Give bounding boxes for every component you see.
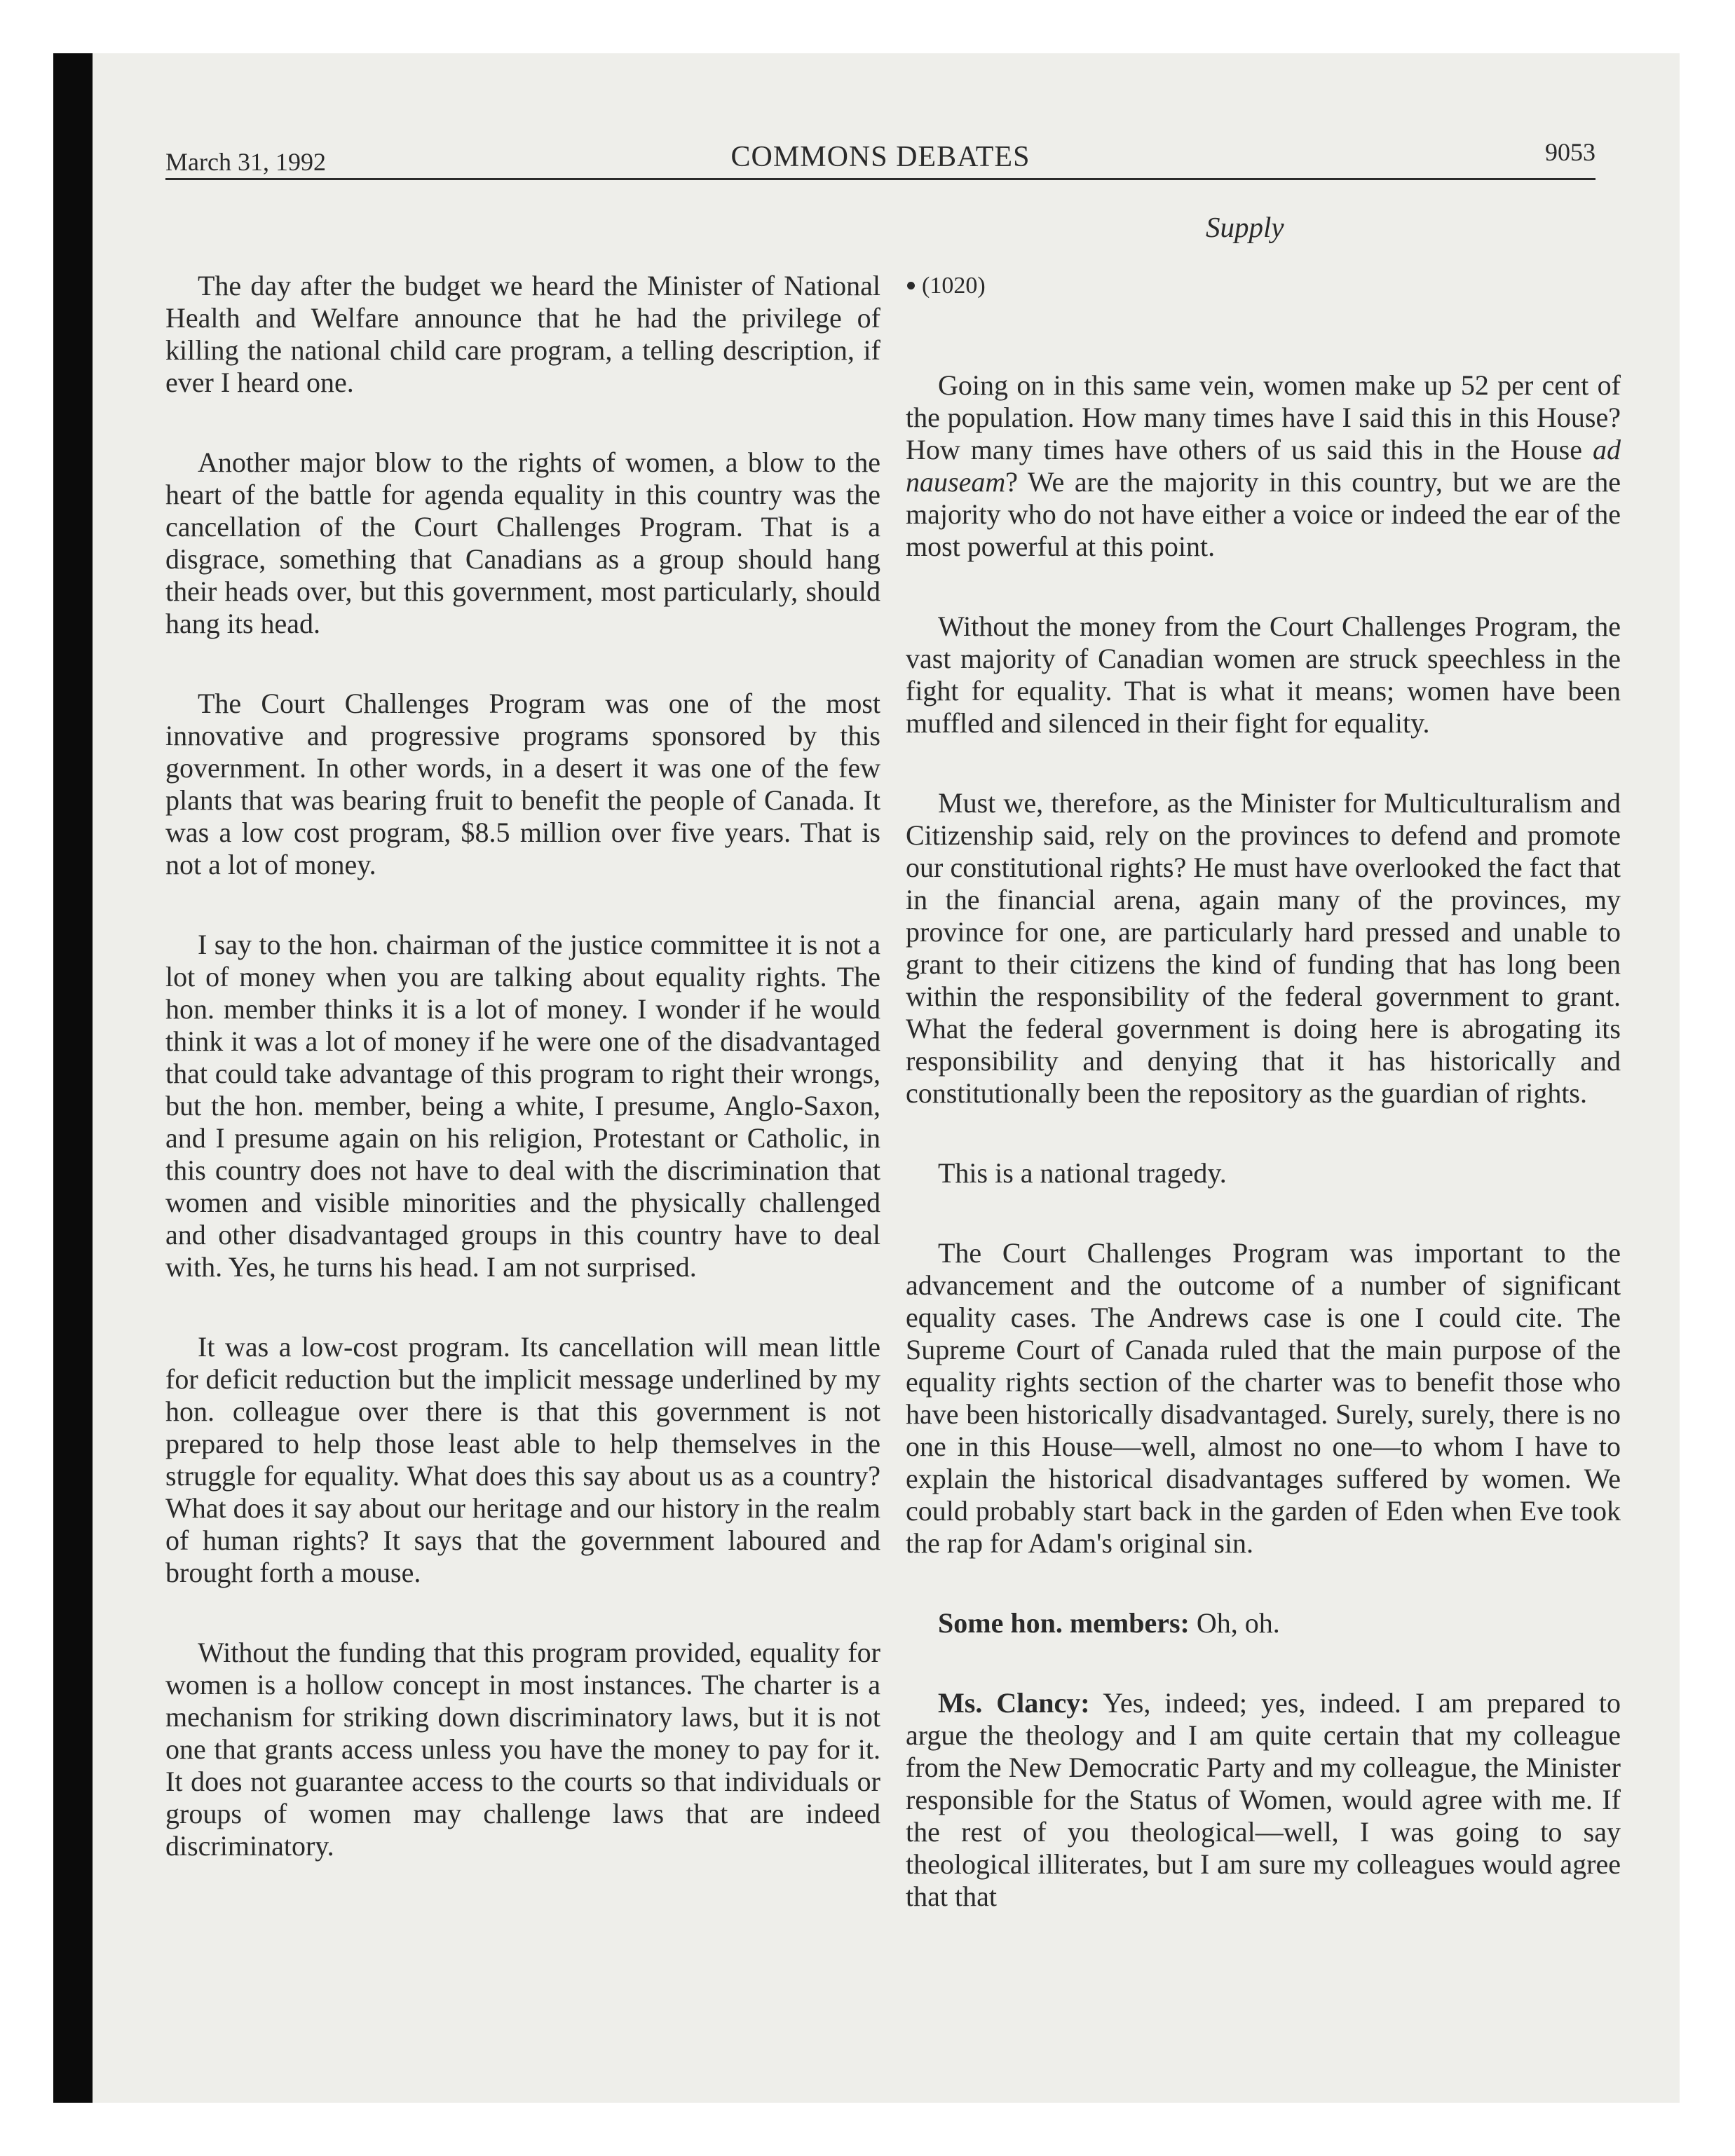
paragraph: It was a low-cost program. Its cancellation will mean little for deficit reduction but the implicit message underlined by my hon. colleague over there is that this government is not prepared to help those least able to help themselves in the struggle for equality. What does this say about us as a country? What does it say about our heritage and our history in the realm of human rights? It says that the government laboured and brought forth a mouse.: [165, 1331, 880, 1588]
interjection: [906, 1607, 1621, 1639]
paragraph: This is a national tragedy.: [938, 1157, 1227, 1189]
speaker-label: Some hon. members:: [938, 1607, 1190, 1639]
paragraph-text: Going on in this same vein, women make up 52 per cent of the population. How many times have I said this in this House? How many times have others of us said this in the House: [906, 369, 1621, 465]
bullet-icon: [907, 282, 915, 289]
speaker-label: Ms. Clancy:: [938, 1687, 1090, 1719]
page-header: [165, 137, 1595, 179]
left-column: [165, 270, 880, 1910]
scan-binding-edge: [53, 53, 93, 2103]
header-date: March 31, 1992: [165, 148, 326, 176]
paragraph: The Court Challenges Program was one of the most innovative and progressive programs sponsored by this government. In other words, in a desert it was one of the few plants that was bearing fruit to benefit the people of Canada. It was a low cost program, $8.5 million over five years. That is not a lot of money.: [165, 688, 880, 880]
header-title: COMMONS DEBATES: [730, 141, 1030, 173]
paragraph: The Court Challenges Program was important to the advancement and the outcome of a number of significant equality cases. The Andrews case is one I could cite. The Supreme Court of Canada ruled that the main purpose of the equality rights section of the charter was to benefit those who have been historically disadvantaged. Surely, surely, there is no one in this House—well, almost no one—to whom I have to explain the historical disadvantages suffered by women. We could probably start back in the garden of Eden when Eve took the rap for Adam's original sin.: [906, 1237, 1621, 1559]
header-page-number: 9053: [1545, 138, 1595, 166]
paragraph: I say to the hon. chairman of the justice committee it is not a lot of money when you are talking about equality rights. The hon. member thinks it is a lot of money. I wonder if he would think it was a lot of money if he were one of the disadvantaged that could take advantage of this program to right their wrongs, but the hon. member, being a white, I presume, Anglo-Saxon, and I presume again on his religion, Protestant or Catholic, in this country does not have to deal with the discrimination that women and visible minorities and the physically challenged and other disadvantaged groups in this country have to deal with. Yes, he turns his head. I am not surprised.: [165, 929, 880, 1283]
section-heading: Supply: [1206, 211, 1284, 243]
paragraph: Without the funding that this program provided, equality for women is a hollow concept in most instances. The charter is a mechanism for striking down discriminatory laws, but it is not one that grants access unless you have the money to pay for it. It does not guarantee access to the courts so that individuals or groups of women may challenge laws that are indeed discriminatory.: [165, 1637, 880, 1862]
header-rule: [165, 178, 1595, 180]
paragraph: Without the money from the Court Challenges Program, the vast majority of Canadian women are struck speechless in the fight for equality. That is what it means; women have been muffled and silenced in their fight for equality.: [906, 610, 1621, 739]
italic-phrase: ad nauseam: [906, 434, 1621, 498]
right-column: [906, 270, 1621, 1960]
paragraph: Another major blow to the rights of women, a blow to the heart of the battle for agenda equality in this country was the cancellation of the Court Challenges Program. That is a disgrace, something that Canadians as a group should hang their heads over, but this government, most particularly, should hang its head.: [165, 446, 880, 639]
paragraph: The day after the budget we heard the Minister of National Health and Welfare announce that he had the privilege of killing the national child care program, a telling description, if ever I heard one.: [165, 270, 880, 398]
paragraph: [906, 369, 1621, 563]
paragraph-text: ? We are the majority in this country, but we are the majority who do not have either a voice or indeed the ear of the most powerful at this point.: [906, 466, 1621, 562]
speech: [906, 1687, 1621, 1913]
time-marker-label: (1020): [922, 273, 986, 299]
paragraph: Must we, therefore, as the Minister for Multiculturalism and Citizenship said, rely on the provinces to defend and promote our constitutional rights? He must have overlooked the fact that in the financial arena, again many of the provinces, my province for one, are particularly hard pressed and unable to grant to their citizens the kind of funding that has long been within the responsibility of the federal government to grant. What the federal government is doing here is abrogating its responsibility and denying that it has historically and constitutionally been the repository as the guardian of rights.: [906, 787, 1621, 1109]
speech-text: Yes, indeed; yes, indeed. I am prepared to argue the theology and I am quite certain that my colleague from the New Democratic Party and my colleague, the Minister responsible for the Status of Women, would agree with me. If the rest of you theological—well, I was going to say theological illiterates, but I am sure my colleagues would agree that that: [906, 1687, 1621, 1912]
interjection-text: Oh, oh.: [1189, 1607, 1280, 1639]
time-marker: [906, 270, 1621, 302]
